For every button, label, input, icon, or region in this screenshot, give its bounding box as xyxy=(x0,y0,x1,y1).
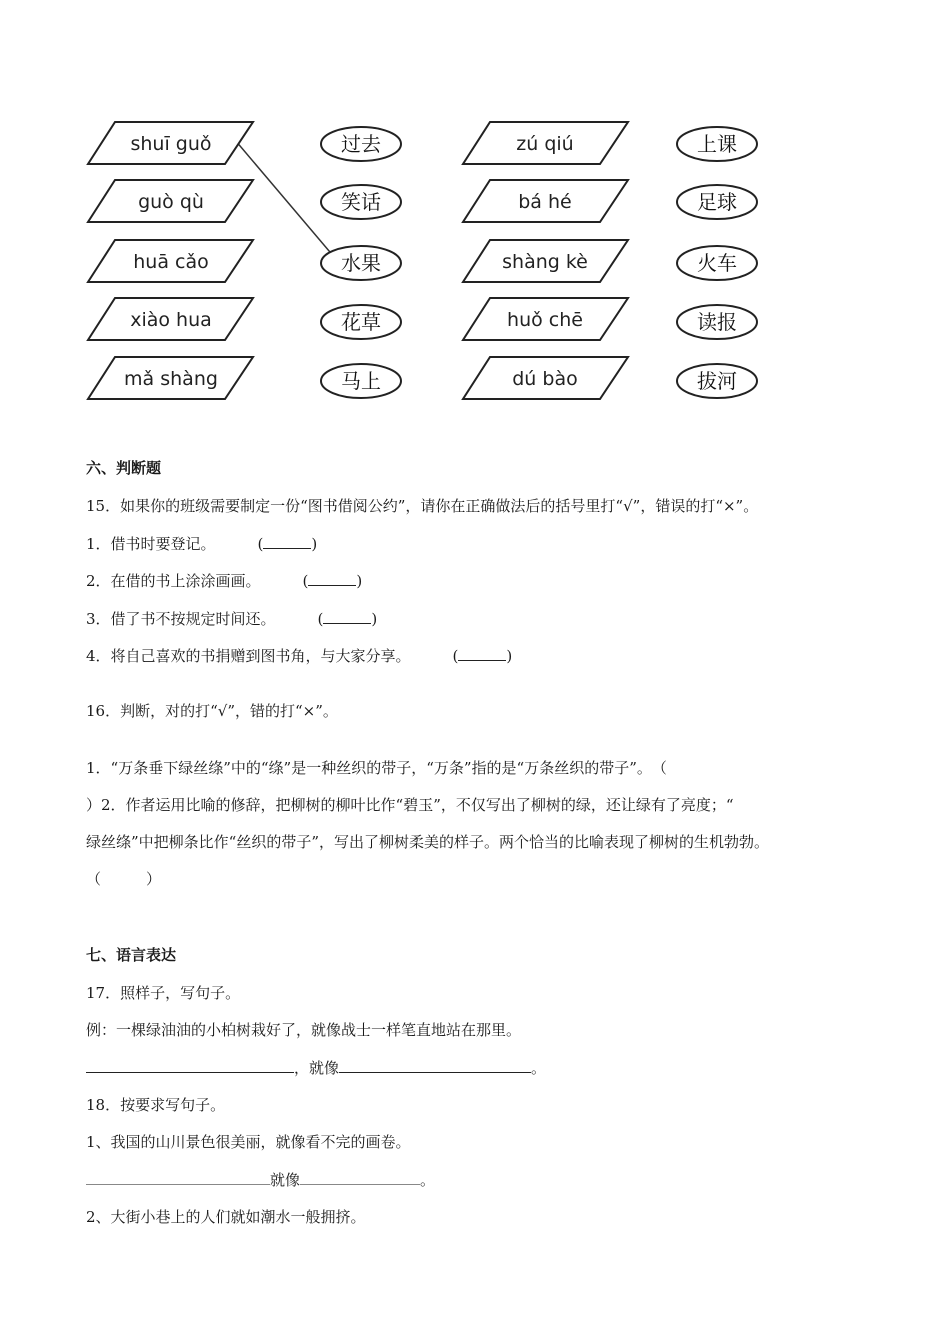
answer-bracket-open: ( xyxy=(452,647,459,665)
left-pinyin-text: guò qù xyxy=(138,191,204,213)
q17-blank-2[interactable] xyxy=(339,1057,531,1073)
left-pinyin-box-4[interactable] xyxy=(88,298,253,340)
question-17-stem: 17．照样子，写句子。 xyxy=(86,984,241,1002)
q16-line-1: 1．“万条垂下绿丝绦”中的“绦”是一种丝织的带子，“万条”指的是“万条丝织的带子”。 （ xyxy=(86,759,667,777)
q17-mid-text: ，就像 xyxy=(294,1059,340,1077)
left-word-oval-3[interactable] xyxy=(321,246,401,280)
answer-bracket-open: ( xyxy=(317,610,324,628)
question-16-stem: 16．判断，对的打“√”，错的打“×”。 xyxy=(86,702,338,720)
q15-item-2 xyxy=(86,570,362,591)
pinyin-matching-figure xyxy=(85,110,775,410)
q16-answer-bracket[interactable]: （ ） xyxy=(86,870,162,888)
q18-blank-1[interactable] xyxy=(86,1169,270,1185)
q15-item-text: 3．借了书不按规定时间还。 xyxy=(86,610,276,628)
left-word-oval-4[interactable] xyxy=(321,305,401,339)
right-word-oval-2[interactable] xyxy=(677,185,757,219)
q15-item-4 xyxy=(86,645,512,666)
left-pinyin-box-1[interactable] xyxy=(88,122,253,164)
q18-blank-2[interactable] xyxy=(300,1169,420,1185)
right-word-text: 读报 xyxy=(697,310,737,334)
right-pinyin-text: huǒ chē xyxy=(507,309,583,331)
q15-item-text: 4．将自己喜欢的书捐赠到图书角，与大家分享。 xyxy=(86,647,411,665)
answer-blank[interactable] xyxy=(263,533,311,549)
left-word-text: 水果 xyxy=(341,251,381,275)
q17-end-text: 。 xyxy=(531,1059,547,1077)
q17-example: 例：一棵绿油油的小柏树栽好了，就像战士一样笔直地站在那里。 xyxy=(86,1021,522,1039)
left-pinyin-text: mǎ shàng xyxy=(124,368,218,390)
right-pinyin-box-4[interactable] xyxy=(463,298,628,340)
q18-mid-text: 就像 xyxy=(270,1171,301,1189)
left-pinyin-text: shuī guǒ xyxy=(130,133,212,155)
q15-item-3 xyxy=(86,608,377,629)
q17-answer-line xyxy=(86,1057,546,1078)
q17-blank-1[interactable] xyxy=(86,1057,294,1073)
question-18-stem: 18．按要求写句子。 xyxy=(86,1096,226,1114)
q16-line-2: ）2．作者运用比喻的修辞，把柳树的柳叶比作“碧玉”，不仅写出了柳树的绿，还让绿有了亮度；“ xyxy=(86,796,734,814)
right-word-text: 火车 xyxy=(697,251,737,275)
answer-bracket-close: ) xyxy=(506,647,513,665)
left-word-text: 花草 xyxy=(341,310,381,334)
right-word-oval-5[interactable] xyxy=(677,364,757,398)
answer-blank[interactable] xyxy=(308,570,356,586)
right-pinyin-box-5[interactable] xyxy=(463,357,628,399)
left-word-oval-2[interactable] xyxy=(321,185,401,219)
section-6-title: 六、判断题 xyxy=(86,459,162,477)
left-word-text: 过去 xyxy=(341,132,381,156)
q18-end-text: 。 xyxy=(420,1171,436,1189)
left-pinyin-box-5[interactable] xyxy=(88,357,253,399)
left-word-text: 马上 xyxy=(341,369,381,393)
right-pinyin-box-3[interactable] xyxy=(463,240,628,282)
section-7-title: 七、语言表达 xyxy=(86,946,177,964)
right-word-oval-4[interactable] xyxy=(677,305,757,339)
right-word-text: 足球 xyxy=(697,190,737,214)
right-pinyin-text: dú bào xyxy=(512,368,578,390)
right-word-oval-1[interactable] xyxy=(677,127,757,161)
q15-item-text: 1．借书时要登记。 xyxy=(86,535,216,553)
left-pinyin-text: xiào hua xyxy=(130,309,212,331)
right-pinyin-text: zú qiú xyxy=(516,133,574,155)
answer-bracket-close: ) xyxy=(311,535,318,553)
q15-item-1 xyxy=(86,533,317,554)
matching-svg xyxy=(85,110,775,410)
q18-answer-line-1 xyxy=(86,1169,435,1190)
q15-item-text: 2．在借的书上涂涂画画。 xyxy=(86,572,261,590)
answer-bracket-open: ( xyxy=(257,535,264,553)
right-word-oval-3[interactable] xyxy=(677,246,757,280)
left-pinyin-text: huā cǎo xyxy=(133,251,209,273)
right-word-text: 上课 xyxy=(697,132,737,156)
left-word-oval-5[interactable] xyxy=(321,364,401,398)
right-pinyin-box-2[interactable] xyxy=(463,180,628,222)
answer-bracket-open: ( xyxy=(302,572,309,590)
left-word-text: 笑话 xyxy=(341,190,381,214)
q18-item-2: 2、大街小巷上的人们就如潮水一般拥挤。 xyxy=(86,1208,366,1226)
q16-line-3: 绿丝绦”中把柳条比作“丝织的带子”，写出了柳树柔美的样子。两个恰当的比喻表现了柳树的生机勃勃。 xyxy=(86,833,770,851)
right-pinyin-text: shàng kè xyxy=(502,251,588,273)
right-pinyin-text: bá hé xyxy=(518,191,572,213)
q18-item-1: 1、我国的山川景色很美丽，就像看不完的画卷。 xyxy=(86,1133,411,1151)
left-word-oval-1[interactable] xyxy=(321,127,401,161)
left-pinyin-box-2[interactable] xyxy=(88,180,253,222)
question-15-stem: 15．如果你的班级需要制定一份“图书借阅公约”，请你在正确做法后的括号里打“√”，错误的打“×”。 xyxy=(86,497,759,515)
answer-bracket-close: ) xyxy=(356,572,363,590)
answer-bracket-close: ) xyxy=(371,610,378,628)
answer-blank[interactable] xyxy=(323,608,371,624)
left-pinyin-box-3[interactable] xyxy=(88,240,253,282)
answer-blank[interactable] xyxy=(458,645,506,661)
right-pinyin-box-1[interactable] xyxy=(463,122,628,164)
right-word-text: 拔河 xyxy=(697,369,737,393)
